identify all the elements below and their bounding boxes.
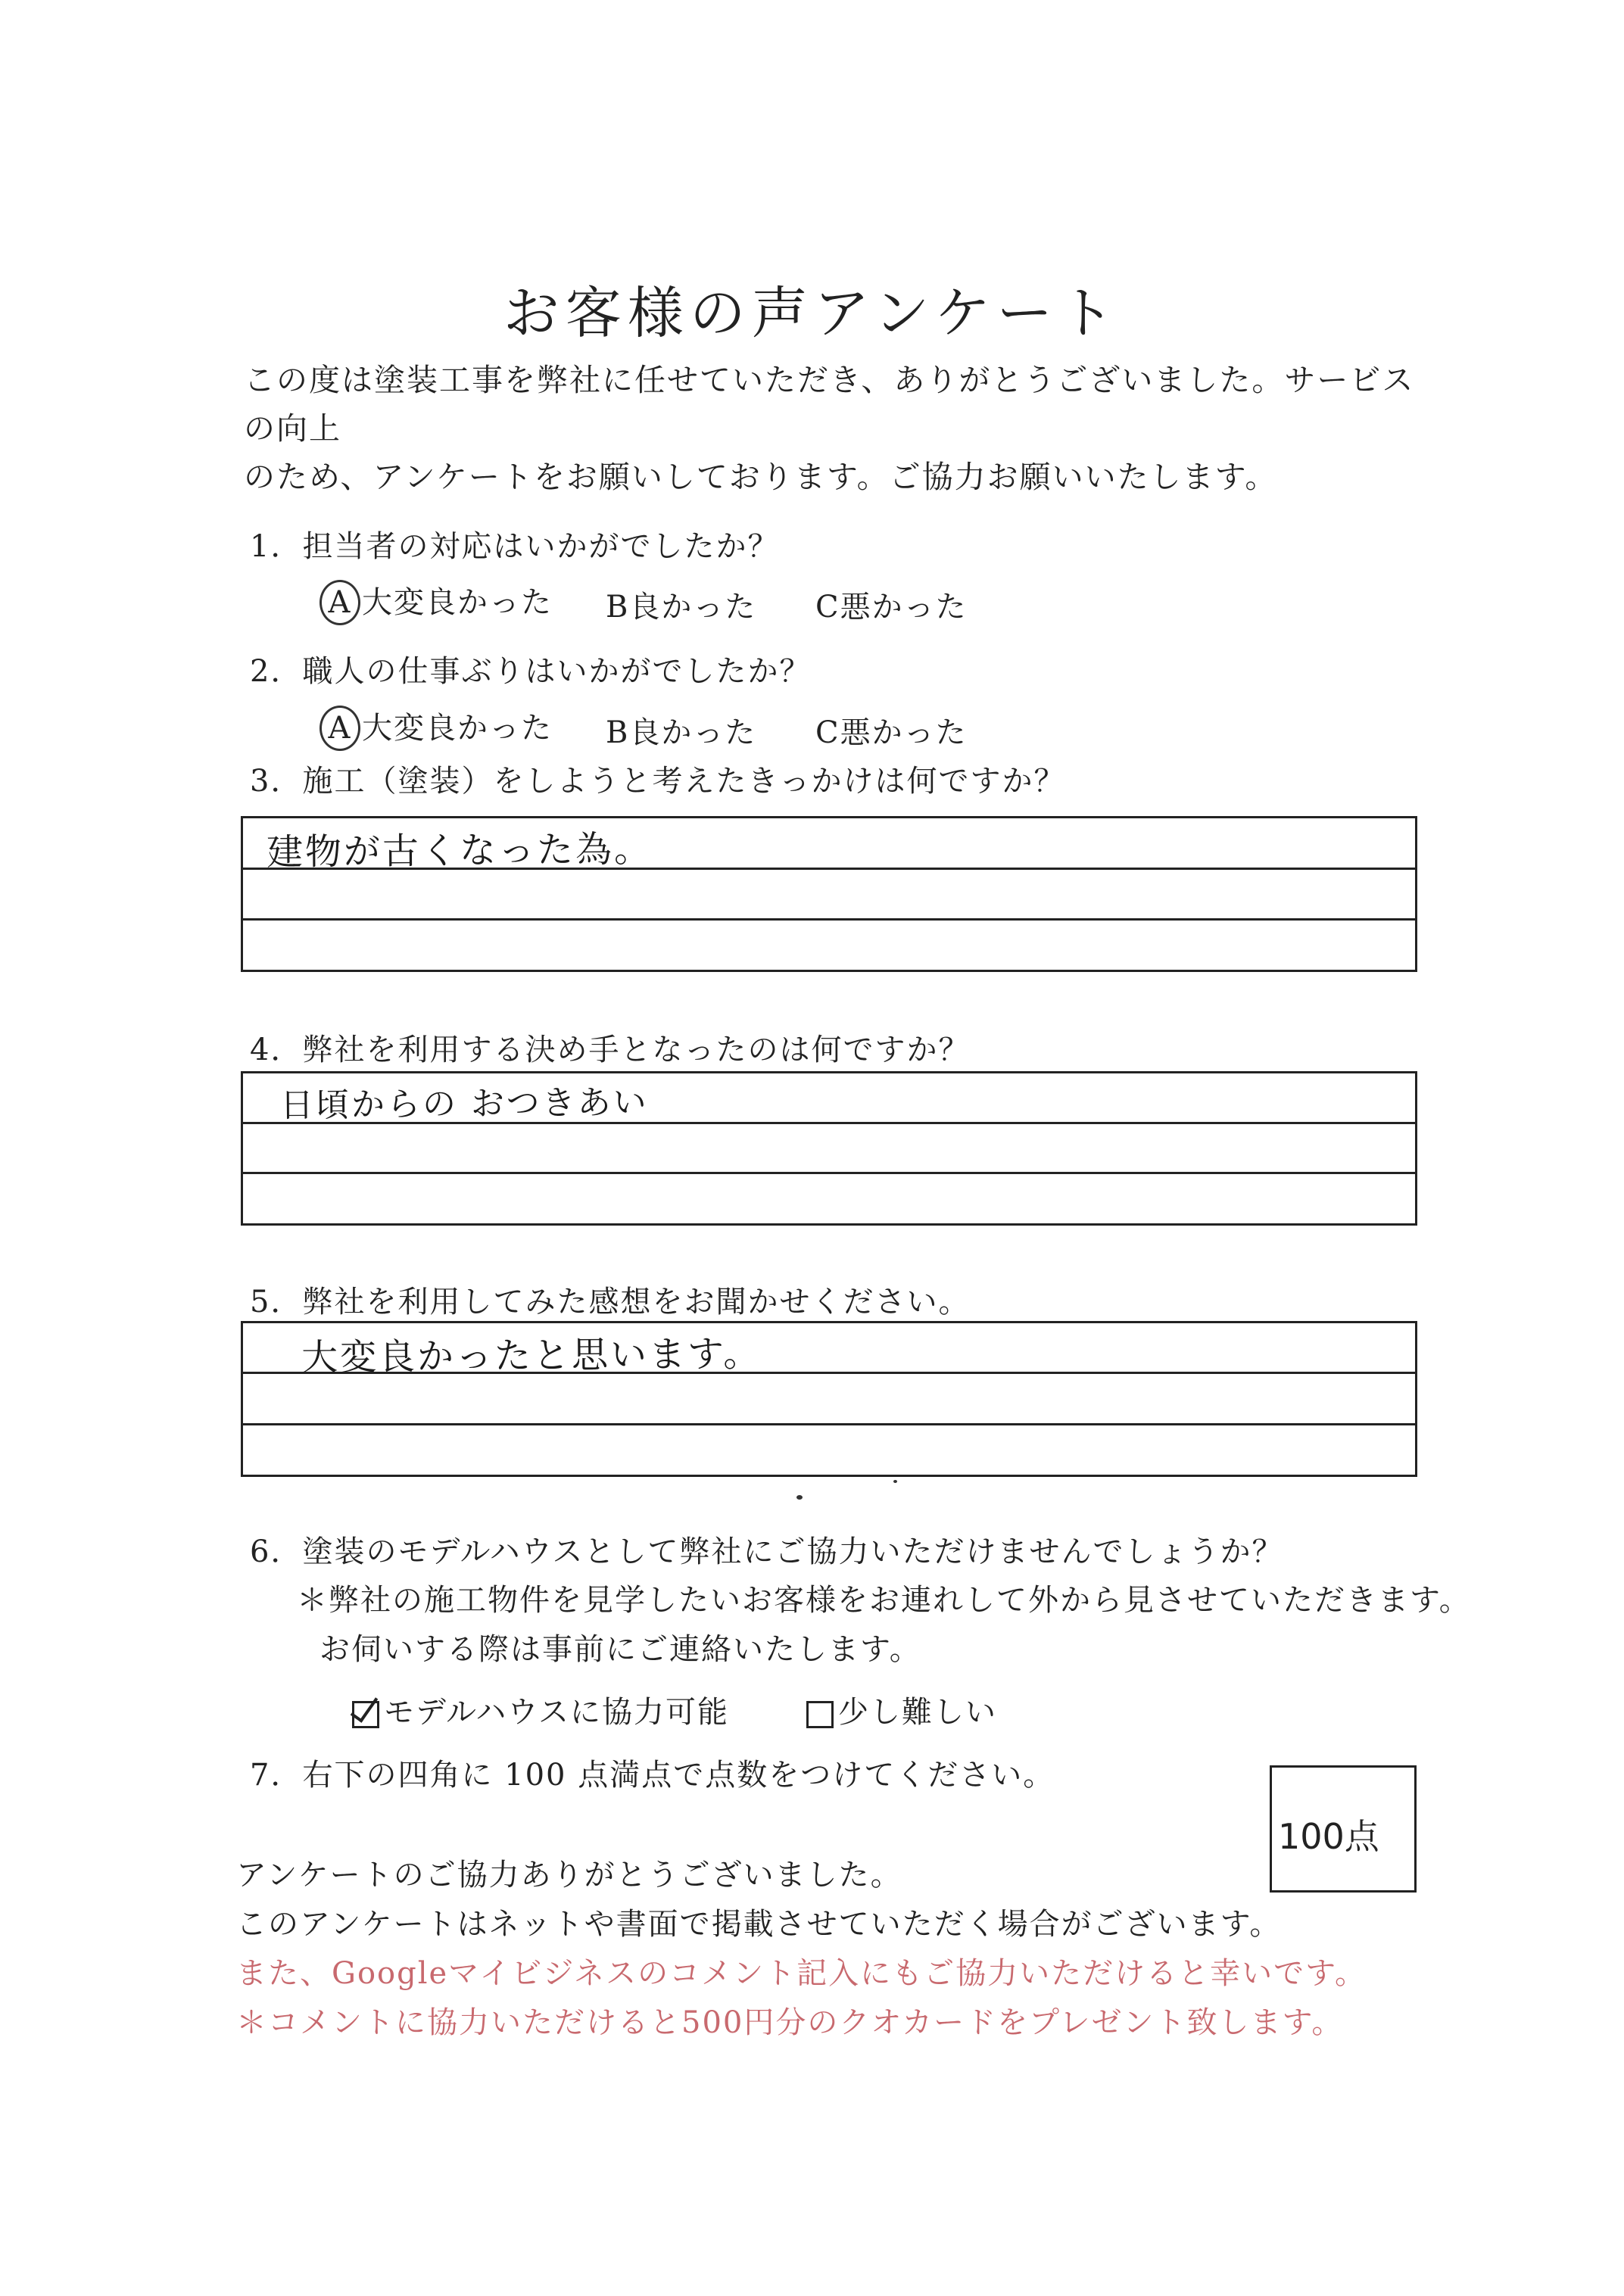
footer-gift-notice: ＊コメントに協力いただけると500円分のクオカードをプレゼント致します。 — [236, 2005, 1344, 2040]
q6-option-no[interactable] — [806, 1688, 997, 1731]
question-1: 1．担当者の対応はいかがでしたか？ — [250, 529, 780, 564]
q6-option-yes-label: モデルハウスに協力可能 — [384, 1695, 729, 1730]
question-5: 5．弊社を利用してみた感想をお聞かせください。 — [250, 1285, 971, 1319]
q6-option-yes[interactable] — [352, 1688, 729, 1731]
question-3: 3．施工（塗装）をしようと考えたきっかけは何ですか？ — [250, 764, 1066, 799]
q5-handwritten-answer: 大変良かったと思います。 — [301, 1332, 762, 1379]
q2-option-b[interactable]: B良かった — [606, 715, 757, 750]
answer-line — [243, 1423, 1415, 1425]
q4-handwritten-answer: 日頃からの おつきあい — [279, 1083, 649, 1126]
paper-speck — [893, 1480, 897, 1483]
page-title: お客様の声アンケート — [503, 281, 1121, 346]
q6-option-no-label: 少し難しい — [838, 1695, 997, 1730]
footer-thanks: アンケートのご協力ありがとうございました。 — [236, 1858, 902, 1893]
footer-google-request: また、Googleマイビジネスのコメント記入にもご協力いただけると幸いです。 — [236, 1956, 1367, 1991]
q6-note-1: ＊弊社の施工物件を見学したいお客様をお連れして外から見させていただきます。 — [297, 1583, 1471, 1618]
question-7: 7．右下の四角に 100 点満点で点数をつけてください。 — [250, 1758, 1055, 1793]
q1-option-a[interactable] — [320, 578, 553, 625]
yes-checkbox[interactable] — [352, 1701, 379, 1728]
intro-line-1: この度は塗装工事を弊社に任せていただき、ありがとうございました。サービスの向上 — [244, 362, 1415, 447]
intro-line-2: のため、アンケートをお願いしております。ご協力お願いいたします。 — [244, 459, 1278, 495]
q6-note-2: お伺いする際は事前にご連絡いたします。 — [320, 1632, 921, 1667]
question-2: 2．職人の仕事ぶりはいかがでしたか？ — [250, 654, 812, 689]
q1-option-b[interactable]: B良かった — [606, 590, 757, 625]
question-4: 4．弊社を利用する決め手となったのは何ですか？ — [250, 1033, 971, 1067]
question-6: 6．塗装のモデルハウスとして弊社にご協力いただけませんでしょうか？ — [250, 1534, 1284, 1569]
q1-option-a-label: 大変良かった — [362, 585, 553, 620]
q2-option-c[interactable]: C悪かった — [815, 715, 968, 750]
q2-option-a[interactable] — [320, 704, 553, 751]
q1-selected-circle: A — [320, 580, 360, 625]
no-checkbox[interactable] — [806, 1701, 834, 1728]
answer-line — [243, 918, 1415, 921]
intro-text — [244, 356, 1425, 501]
q3-handwritten-answer: 建物が古くなった為。 — [266, 827, 653, 874]
q1-option-c[interactable]: C悪かった — [815, 590, 968, 625]
paper-speck — [796, 1495, 803, 1500]
answer-line — [243, 1172, 1415, 1174]
footer-publish-notice: このアンケートはネットや書面で掲載させていただく場合がございます。 — [236, 1907, 1282, 1942]
q2-option-a-label: 大変良かった — [362, 711, 553, 746]
q2-selected-circle: A — [320, 706, 360, 751]
score-handwritten: 100点 — [1278, 1816, 1379, 1857]
